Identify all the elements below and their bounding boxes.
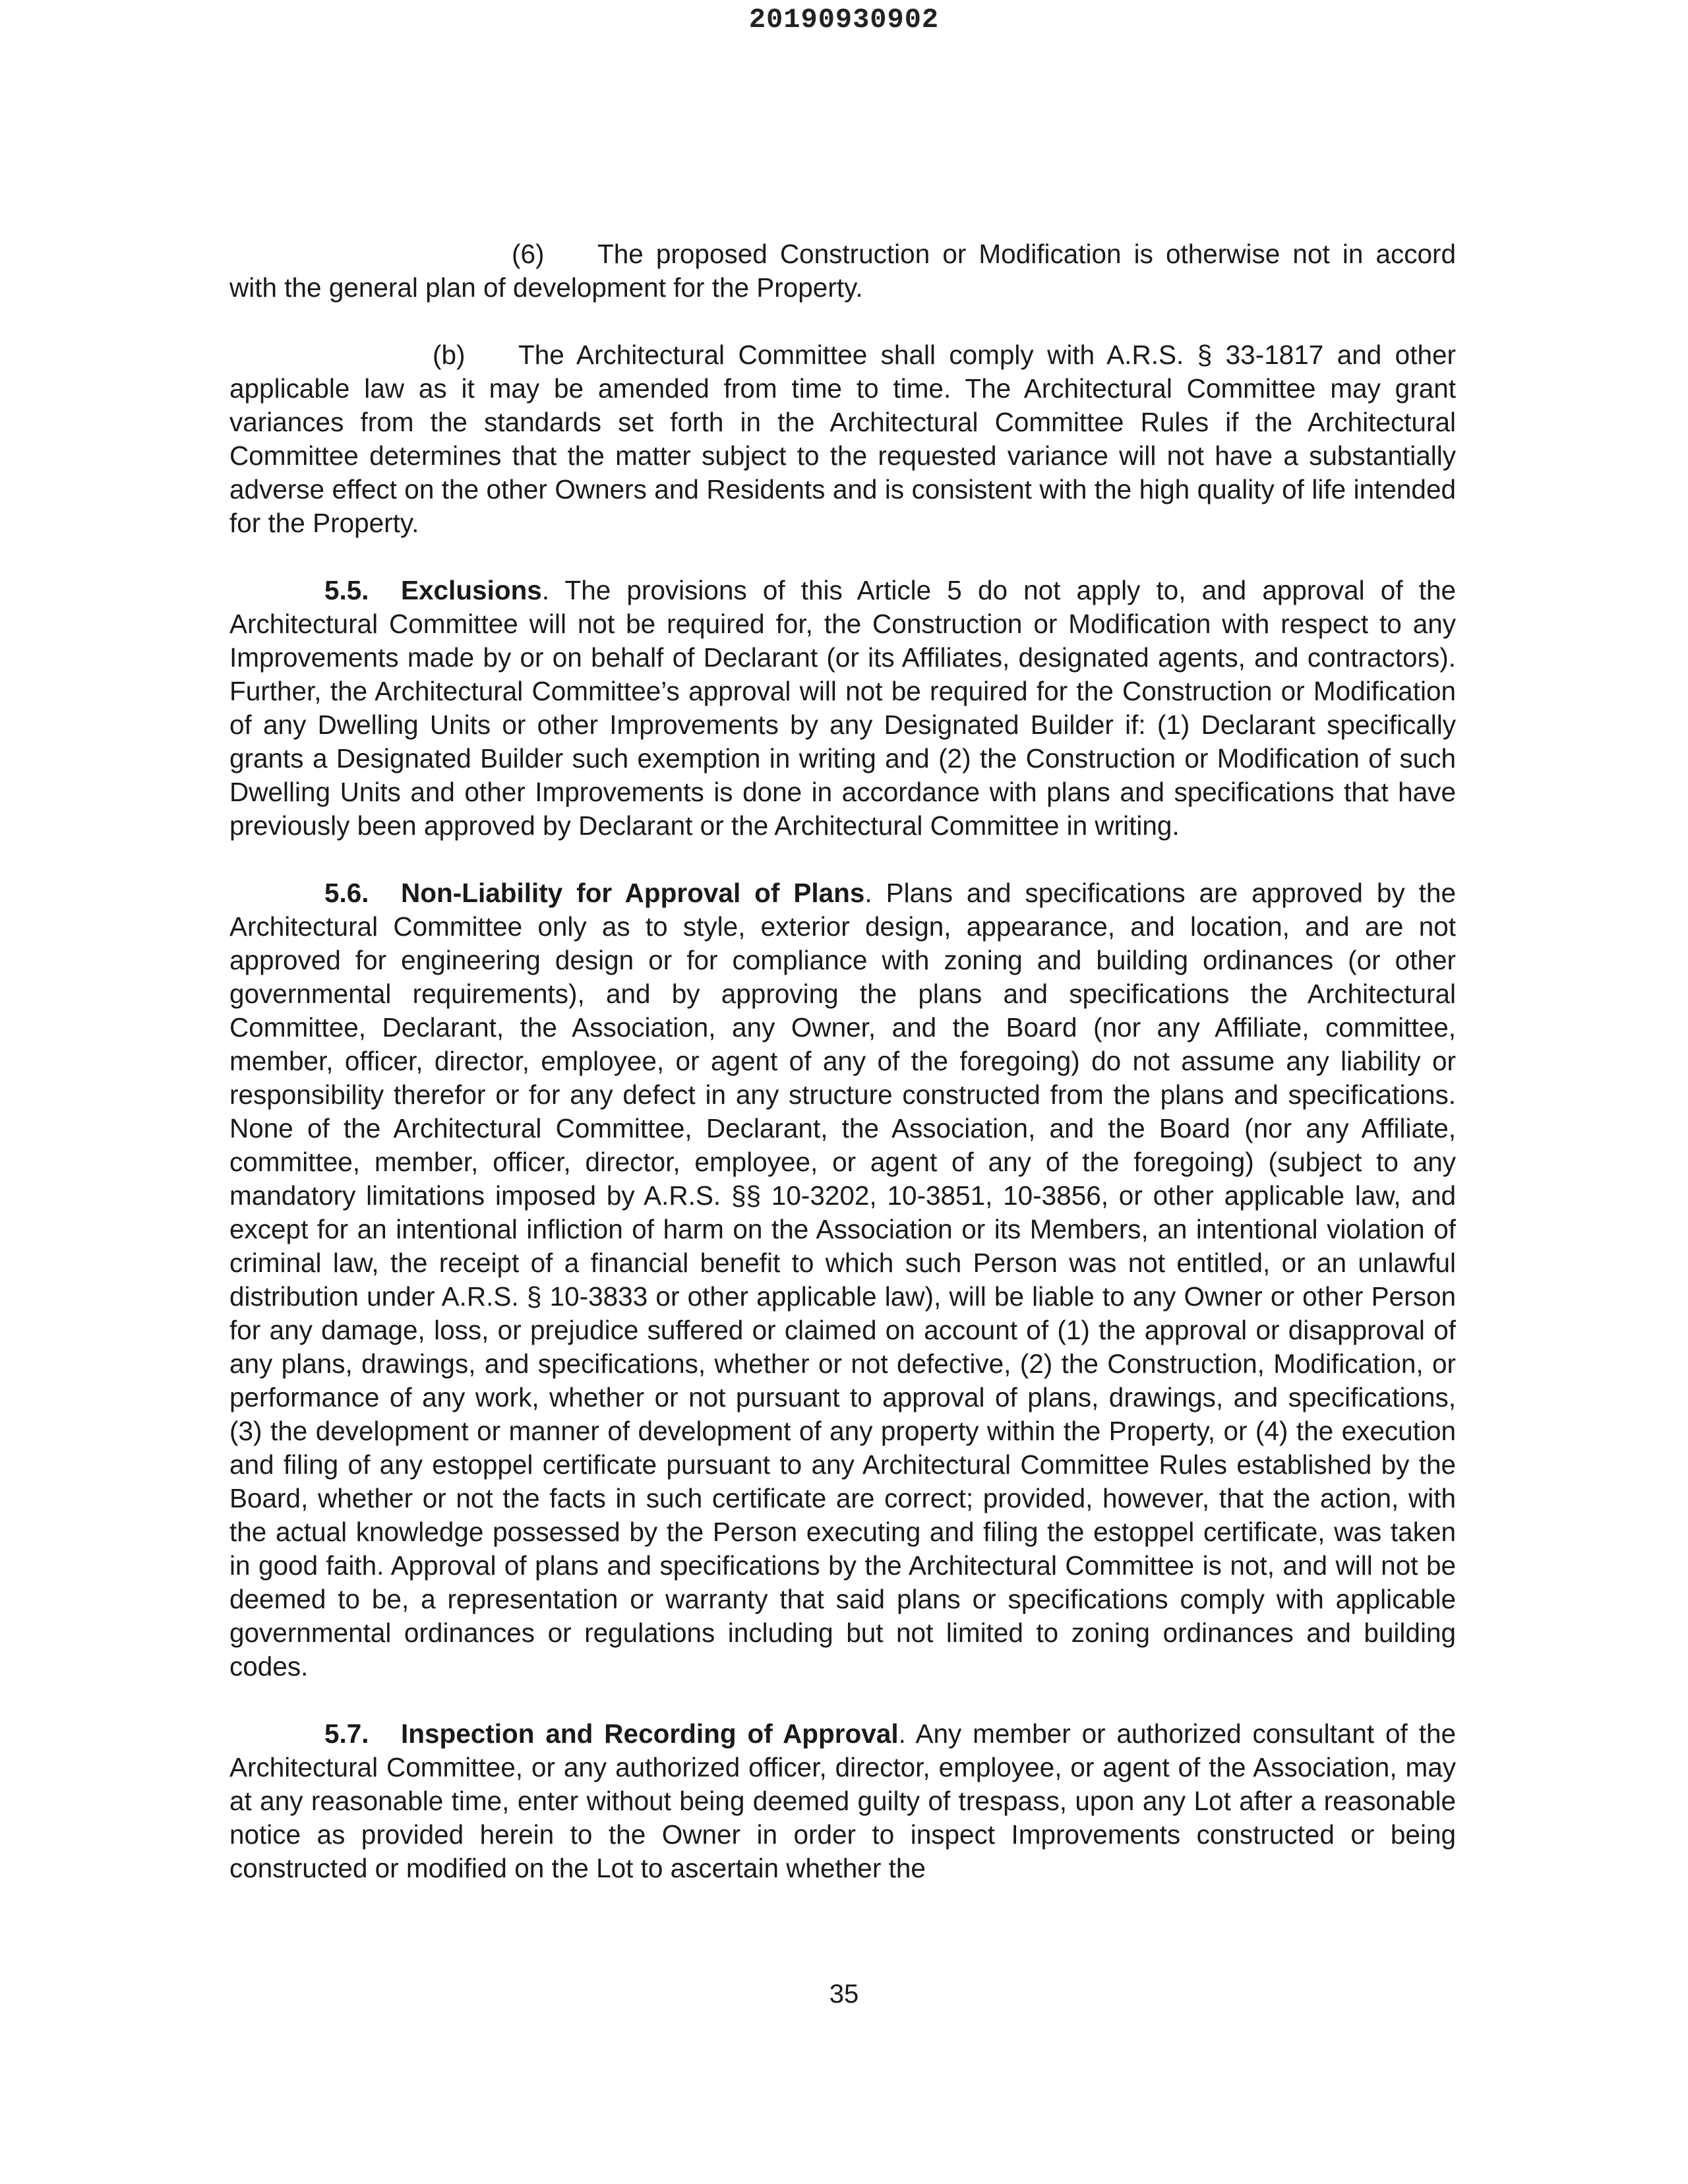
section-text: . The provisions of this Article 5 do not apply to, and approval of the Architectural Committee will not be required for, the Construction or Modification with respect to any Improvements made by or on behalf of Declarant (or its Affiliates, designated agents, and contractors). Further, the Architectural Committee’s approval will not be required for the Construction or Modification of any Dwelling Units or other Improvements by any Designated Builder if: (1) Declarant specifically grants a Designated Builder such exemption in writing and (2) the Construction or Modification of such Dwelling Units and other Improvements is done in accordance with plans and specifications that have previously been approved by Declarant or the Architectural Committee in writing. (229, 575, 1456, 841)
document-number: 20190930902 (748, 4, 940, 36)
section-heading: Non-Liability for Approval of Plans (401, 878, 865, 908)
section-number: 5.5. (324, 575, 369, 605)
paragraph-label: (6) (512, 239, 545, 269)
page-number: 35 (829, 1980, 859, 2009)
section-heading: Inspection and Recording of Approval (401, 1718, 899, 1749)
paragraph-text: The proposed Construction or Modification is otherwise not in accord with the general plan of development for the Property. (229, 239, 1456, 303)
section-text: . Any member or authorized consultant of the Architectural Committee, or any authorized officer, director, employee, or agent of the Association, may at any reasonable time, enter without being deemed guilty of trespass, upon any Lot after a reasonable notice as provided herein to the Owner in order to inspect Improvements constructed or being constructed or modified on the Lot to ascertain whether the (229, 1718, 1456, 1883)
paragraph-6 (229, 237, 1456, 305)
section-number: 5.7. (324, 1718, 369, 1749)
paragraph-b (229, 338, 1456, 540)
document-body (229, 237, 1456, 1919)
section-number: 5.6. (324, 878, 369, 908)
section-5-5 (229, 574, 1456, 843)
paragraph-label: (b) (433, 340, 466, 370)
section-text: . Plans and specifications are approved by the Architectural Committee only as to style, exterior design, appearance, and location, and are not approved for engineering design or for compliance with zoning and building ordinances (or other governmental requirements), and by approving the plans and specifications the Architectural Committee, Declarant, the Association, any Owner, and the Board (nor any Affiliate, committee, member, officer, director, employee, or agent of any of the foregoing) do not assume any liability or responsibility therefor or for any defect in any structure constructed from the plans and specifications. None of the Architectural Committee, Declarant, the Association, and the Board (nor any Affiliate, committee, member, officer, director, employee, or agent of any of the foregoing) (subject to any mandatory limitations imposed by A.R.S. §§ 10-3202, 10-3851, 10-3856, or other applicable law, and except for an intentional infliction of harm on the Association or its Members, an intentional violation of criminal law, the receipt of a financial benefit to which such Person was not entitled, or an unlawful distribution under A.R.S. § 10-3833 or other applicable law), will be liable to any Owner or other Person for any damage, loss, or prejudice suffered or claimed on account of (1) the approval or disapproval of any plans, drawings, and specifications, whether or not defective, (2) the Construction, Modification, or performance of any work, whether or not pursuant to approval of plans, drawings, and specifications, (3) the development or manner of development of any property within the Property, or (4) the execution and filing of any estoppel certificate pursuant to any Architectural Committee Rules established by the Board, whether or not the facts in such certificate are correct; provided, however, that the action, with the actual knowledge possessed by the Person executing and filing the estoppel certificate, was taken in good faith. Approval of plans and specifications by the Architectural Committee is not, and will not be deemed to be, a representation or warranty that said plans or specifications comply with applicable governmental ordinances or regulations including but not limited to zoning ordinances and building codes. (229, 878, 1456, 1682)
section-heading: Exclusions (401, 575, 542, 605)
paragraph-text: The Architectural Committee shall comply with A.R.S. § 33-1817 and other applicable law as it may be amended from time to time. The Architectural Committee may grant variances from the standards set forth in the Architectural Committee Rules if the Architectural Committee determines that the matter subject to the requested variance will not have a substantially adverse effect on the other Owners and Residents and is consistent with the high quality of life intended for the Property. (229, 340, 1456, 538)
section-5-7 (229, 1717, 1456, 1885)
section-5-6 (229, 876, 1456, 1684)
